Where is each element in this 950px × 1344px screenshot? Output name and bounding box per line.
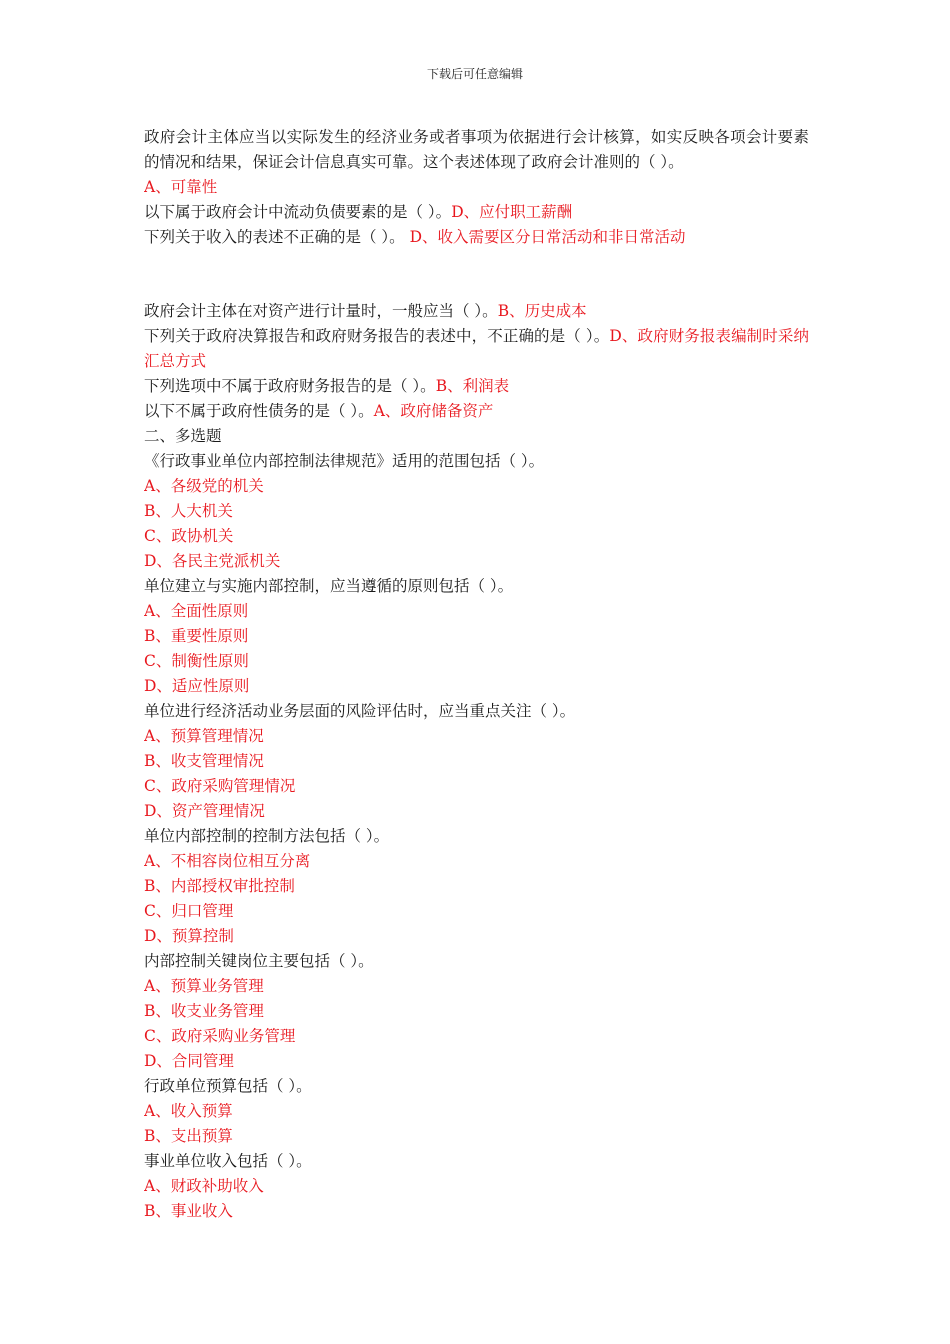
question-4-text: 政府会计主体在对资产进行计量时，一般应当（ ）。: [144, 302, 498, 320]
option: C、政府采购管理情况: [144, 777, 296, 795]
option: D、预算控制: [144, 927, 234, 945]
multi-question-3-text: 单位进行经济活动业务层面的风险评估时，应当重点关注（ ）。: [144, 702, 576, 720]
question-1-answer: A、可靠性: [144, 178, 218, 196]
page-header: 下载后可任意编辑: [426, 67, 523, 81]
question-2-answer: D、应付职工薪酬: [451, 203, 573, 221]
question-7-text: 以下不属于政府性债务的是（ ）。: [144, 402, 374, 420]
question-2: [144, 200, 809, 225]
option: C、归口管理: [144, 902, 234, 920]
option: B、支出预算: [144, 1127, 233, 1145]
section-heading-multiple-choice: 二、多选题: [144, 427, 222, 445]
question-4: [144, 299, 809, 324]
multi-question-1-text: 《行政事业单位内部控制法律规范》适用的范围包括（ ）。: [144, 452, 545, 470]
option: A、全面性原则: [144, 602, 249, 620]
option: B、收支业务管理: [144, 1002, 264, 1020]
question-5-text: 下列关于政府决算报告和政府财务报告的表述中，不正确的是（ ）。: [144, 327, 610, 345]
multi-question-7: [144, 1149, 809, 1224]
question-1: [144, 125, 809, 175]
multi-question-2: [144, 574, 809, 699]
option: A、收入预算: [144, 1102, 233, 1120]
question-1-text: 政府会计主体应当以实际发生的经济业务或者事项为依据进行会计核算，如实反映各项会计要素的情况和结果，保证会计信息真实可靠。这个表述体现了政府会计准则的（ ）。: [144, 128, 809, 171]
question-5-answer: D、政府财务报表编制时采纳汇总方式: [144, 327, 809, 370]
option: A、预算业务管理: [144, 977, 264, 995]
question-4-answer: B、历史成本: [497, 302, 587, 320]
option: B、事业收入: [144, 1202, 233, 1220]
multi-question-5: [144, 949, 809, 1074]
multi-question-4: [144, 824, 809, 949]
document-body: [144, 125, 809, 1224]
blank-gap: [144, 250, 809, 299]
option: B、人大机关: [144, 502, 233, 520]
option: D、资产管理情况: [144, 802, 265, 820]
question-2-text: 以下属于政府会计中流动负债要素的是（ ）。: [144, 203, 452, 221]
question-3: [144, 225, 809, 250]
option: A、各级党的机关: [144, 477, 264, 495]
multi-question-6-text: 行政单位预算包括（ ）。: [144, 1077, 312, 1095]
question-7: [144, 399, 809, 424]
option: B、收支管理情况: [144, 752, 264, 770]
option: A、不相容岗位相互分离: [144, 852, 311, 870]
option: C、政协机关: [144, 527, 234, 545]
option: A、预算管理情况: [144, 727, 264, 745]
option: D、合同管理: [144, 1052, 234, 1070]
option: B、重要性原则: [144, 627, 249, 645]
question-5: [144, 324, 809, 374]
question-6-answer: B、利润表: [435, 377, 510, 395]
option: B、内部授权审批控制: [144, 877, 295, 895]
option: C、政府采购业务管理: [144, 1027, 296, 1045]
multi-question-6: [144, 1074, 809, 1149]
multi-question-3: [144, 699, 809, 824]
option: D、各民主党派机关: [144, 552, 281, 570]
question-3-answer: D、收入需要区分日常活动和非日常活动: [409, 228, 686, 246]
option: D、适应性原则: [144, 677, 250, 695]
multi-question-7-text: 事业单位收入包括（ ）。: [144, 1152, 312, 1170]
question-3-text: 下列关于收入的表述不正确的是（ ）。: [144, 228, 410, 246]
question-7-answer: A、政府储备资产: [373, 402, 494, 420]
question-6-text: 下列选项中不属于政府财务报告的是（ ）。: [144, 377, 436, 395]
question-6: [144, 374, 809, 399]
option: C、制衡性原则: [144, 652, 249, 670]
multi-question-4-text: 单位内部控制的控制方法包括（ ）。: [144, 827, 390, 845]
option: A、财政补助收入: [144, 1177, 264, 1195]
multi-question-1: [144, 449, 809, 574]
multi-question-5-text: 内部控制关键岗位主要包括（ ）。: [144, 952, 374, 970]
multi-question-2-text: 单位建立与实施内部控制，应当遵循的原则包括（ ）。: [144, 577, 514, 595]
